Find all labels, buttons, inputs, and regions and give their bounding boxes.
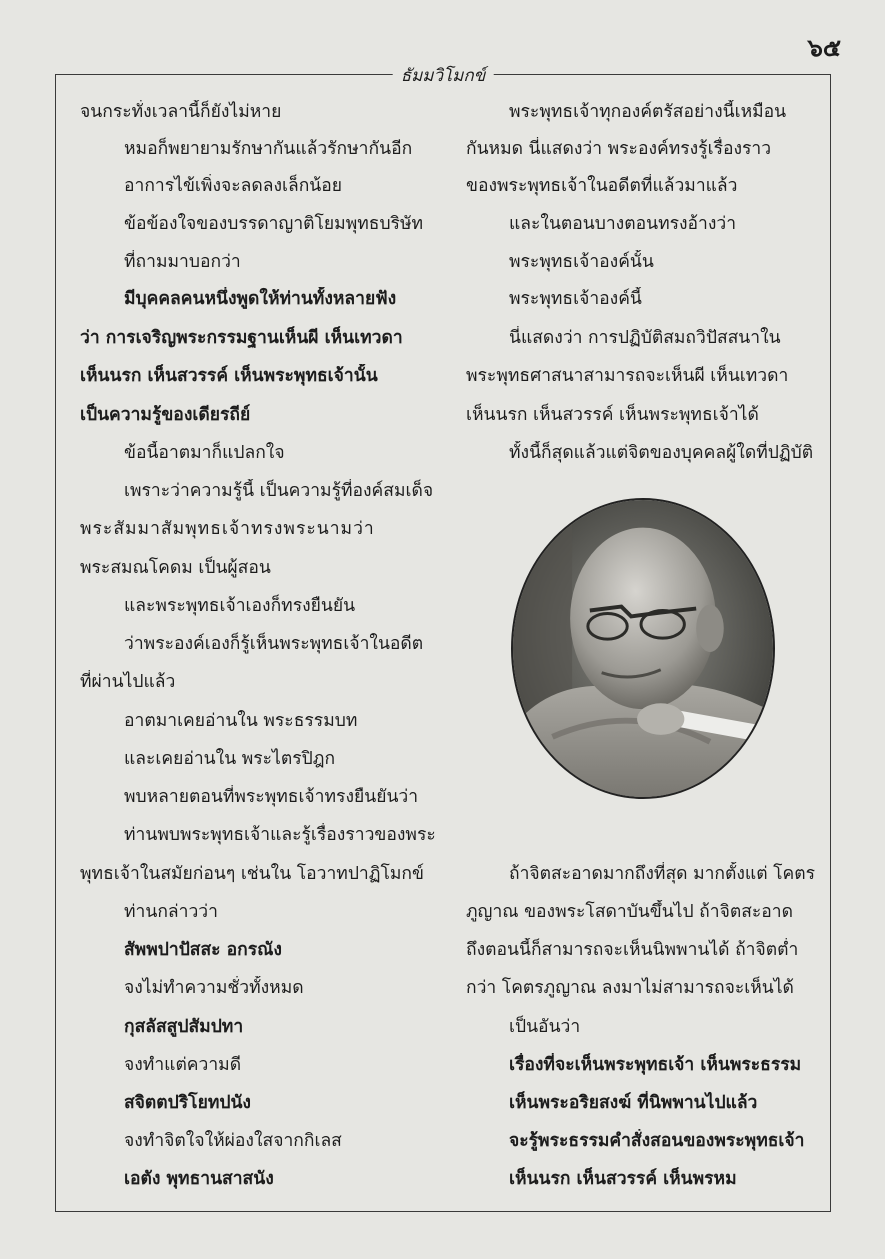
text-line: ของพระพุทธเจ้าในอดีตที่แล้วมาแล้ว bbox=[466, 176, 738, 196]
text-line: จนกระทั่งเวลานี้ก็ยังไม่หาย bbox=[80, 102, 282, 122]
text-line: จงไม่ทำความชั่วทั้งหมด bbox=[124, 978, 304, 998]
text-line: ว่าพระองค์เองก็รู้เห็นพระพุทธเจ้าในอดีต bbox=[124, 634, 424, 654]
text-line: ว่า การเจริญพระกรรมฐานเห็นผี เห็นเทวดา bbox=[80, 328, 403, 348]
text-line: เป็นอันว่า bbox=[509, 1017, 581, 1037]
text-line: ทั้งนี้ก็สุดแล้วแต่จิตของบุคคลผู้ใดที่ปฏิบัติ bbox=[509, 443, 814, 463]
text-line: พุทธเจ้าในสมัยก่อนๆ เช่นใน โอวาทปาฏิโมกข์ bbox=[80, 864, 424, 884]
running-header: ธัมมวิโมกข์ bbox=[393, 62, 494, 89]
text-line: พระสมณโคดม เป็นผู้สอน bbox=[80, 558, 271, 578]
text-line: เพราะว่าความรู้นี้ เป็นความรู้ที่องค์สมเด็จ bbox=[124, 481, 434, 501]
text-line: ภูญาณ ของพระโสดาบันขึ้นไป ถ้าจิตสะอาด bbox=[466, 902, 793, 922]
text-line: พระพุทธเจ้าทุกองค์ตรัสอย่างนี้เหมือน bbox=[509, 102, 787, 122]
text-line: กุสลัสสูปสัมปทา bbox=[124, 1017, 244, 1037]
text-line: เป็นความรู้ของเดียรถีย์ bbox=[80, 405, 251, 425]
text-line: กว่า โคตรภูญาณ ลงมาไม่สามารถจะเห็นได้ bbox=[466, 978, 794, 998]
text-line: ท่านพบพระพุทธเจ้าและรู้เรื่องราวของพระ bbox=[124, 825, 436, 845]
text-line: นี่แสดงว่า การปฏิบัติสมถวิปัสสนาใน bbox=[509, 328, 781, 348]
text-line: และเคยอ่านใน พระไตรปิฎก bbox=[124, 749, 336, 769]
text-line: สัพพปาปัสสะ อกรณัง bbox=[124, 940, 282, 960]
text-line: พบหลายตอนที่พระพุทธเจ้าทรงยืนยันว่า bbox=[124, 787, 419, 807]
text-line: เอตัง พุทธานสาสนัง bbox=[124, 1169, 274, 1189]
text-line: มีบุคคลคนหนึ่งพูดให้ท่านทั้งหลายฟัง bbox=[124, 289, 397, 309]
page-number: ๖๕ bbox=[807, 33, 841, 62]
text-line: พระสัมมาสัมพุทธเจ้าทรงพระนามว่า bbox=[80, 519, 375, 539]
text-line: ท่านกล่าวว่า bbox=[124, 902, 218, 922]
text-line: ถึงตอนนี้ก็สามารถจะเห็นนิพพานได้ ถ้าจิตต่ำ bbox=[466, 940, 799, 960]
text-line: พระพุทธเจ้าองค์นี้ bbox=[509, 289, 642, 309]
text-line: จงทำจิตใจให้ผ่องใสจากกิเลส bbox=[124, 1131, 342, 1151]
text-line: ถ้าจิตสะอาดมากถึงที่สุด มากตั้งแต่ โคตร bbox=[509, 864, 816, 884]
text-line: สจิตตปริโยทปนัง bbox=[124, 1093, 251, 1113]
monk-portrait-photo bbox=[511, 498, 775, 799]
text-line: เห็นนรก เห็นสวรรค์ เห็นพระพุทธเจ้าได้ bbox=[466, 405, 759, 425]
text-line: เห็นนรก เห็นสวรรค์ เห็นพระพุทธเจ้านั้น bbox=[80, 366, 378, 386]
text-line: จะรู้พระธรรมคำสั่งสอนของพระพุทธเจ้า bbox=[509, 1131, 805, 1151]
text-line: พระพุทธศาสนาสามารถจะเห็นผี เห็นเทวดา bbox=[466, 366, 789, 386]
text-line: หมอก็พยายามรักษากันแล้วรักษากันอีก bbox=[124, 139, 413, 159]
text-line: อาตมาเคยอ่านใน พระธรรมบท bbox=[124, 711, 358, 731]
text-line: พระพุทธเจ้าองค์นั้น bbox=[509, 252, 654, 272]
text-line: และในตอนบางตอนทรงอ้างว่า bbox=[509, 214, 737, 234]
text-line: กันหมด นี่แสดงว่า พระองค์ทรงรู้เรื่องราว bbox=[466, 139, 772, 159]
text-line: เห็นพระอริยสงฆ์ ที่นิพพานไปแล้ว bbox=[509, 1093, 758, 1113]
text-line: อาการไข้เพิ่งจะลดลงเล็กน้อย bbox=[124, 176, 343, 196]
text-line: และพระพุทธเจ้าเองก็ทรงยืนยัน bbox=[124, 596, 356, 616]
text-line: ที่ผ่านไปแล้ว bbox=[80, 672, 176, 692]
text-line: เรื่องที่จะเห็นพระพุทธเจ้า เห็นพระธรรม bbox=[509, 1055, 802, 1075]
text-line: ข้อข้องใจของบรรดาญาติโยมพุทธบริษัท bbox=[124, 214, 424, 234]
text-line: เห็นนรก เห็นสวรรค์ เห็นพรหม bbox=[509, 1169, 737, 1189]
text-line: ที่ถามมาบอกว่า bbox=[124, 252, 241, 272]
text-line: ข้อนี้อาตมาก็แปลกใจ bbox=[124, 443, 285, 463]
text-line: จงทำแต่ความดี bbox=[124, 1055, 242, 1075]
